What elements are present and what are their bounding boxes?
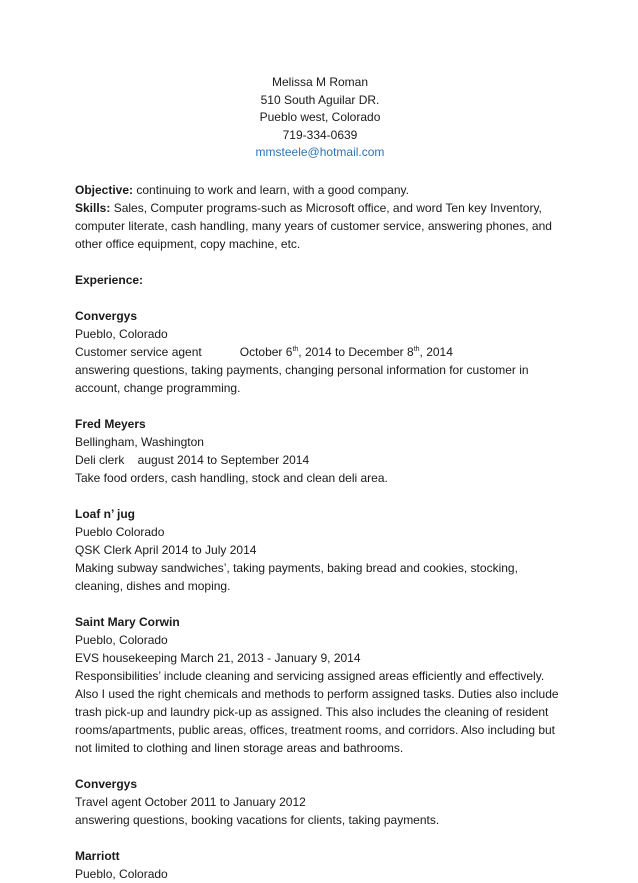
applicant-name: Melissa M Roman <box>271 75 369 89</box>
job-entry <box>75 415 565 487</box>
job-description: Making subway sandwiches’, taking payments, baking bread and cookies, stocking, cleaning, dishes and moping. <box>75 560 518 593</box>
job-description: answering questions, booking vacations for clients, taking payments. <box>75 812 440 827</box>
objective-text: continuing to work and learn, with a good company. <box>133 182 409 197</box>
job-location: Pueblo, Colorado <box>75 866 168 881</box>
job-entry <box>75 613 565 757</box>
end-date: , 2014 to December 8 <box>298 344 414 359</box>
resume-page <box>75 74 565 883</box>
skills-text: Sales, Computer programs-such as Microsoft office, and word Ten key Inventory, computer literate, cash handling, many years of customer service, answering phones, and other office equipment, copy machine, etc. <box>75 200 552 251</box>
skills-label: Skills: <box>75 200 111 215</box>
job-location: Pueblo Colorado <box>75 524 165 539</box>
job-role-dates <box>75 451 565 469</box>
company-name: Convergys <box>75 308 138 323</box>
company-name: Saint Mary Corwin <box>75 614 180 629</box>
email-link[interactable]: mmsteele@hotmail.com <box>255 145 385 159</box>
job-role-dates: EVS housekeeping March 21, 2013 - January 9, 2014 <box>75 650 361 665</box>
job-entry <box>75 775 565 829</box>
contact-header <box>195 74 445 162</box>
job-entry <box>75 847 565 883</box>
job-role-dates: Travel agent October 2011 to January 2012 <box>75 794 306 809</box>
job-location: Pueblo, Colorado <box>75 632 168 647</box>
company-name: Loaf n’ jug <box>75 506 135 521</box>
address-line-1: 510 South Aguilar DR. <box>260 92 380 107</box>
company-name: Fred Meyers <box>75 416 146 431</box>
job-entry <box>75 307 565 397</box>
end-year: , 2014 <box>419 344 453 359</box>
ordinal-suffix: th <box>292 345 299 353</box>
objective-label: Objective: <box>75 182 134 197</box>
job-location: Pueblo, Colorado <box>75 326 168 341</box>
job-title: Deli clerk august 2014 to September 2014 <box>75 452 310 467</box>
job-role-dates <box>75 343 565 361</box>
objective-line <box>75 181 565 199</box>
job-title: Customer service agent <box>75 344 202 359</box>
company-name: Marriott <box>75 848 120 863</box>
job-entry <box>75 505 565 595</box>
job-description: Responsibilities’ include cleaning and servicing assigned areas efficiently and effectively. Also I used the right chemicals and methods to perform assigned tasks. Duties also include trash pick-up and laundry pick-up as assigned. This also includes the cleaning of resident rooms/apartments, public areas, offices, treatment rooms, and corridors. Also including but not limited to clothing and linen storage areas and bathrooms. <box>75 668 559 755</box>
experience-heading: Experience: <box>75 272 144 287</box>
start-date: October 6 <box>239 344 293 359</box>
job-description: answering questions, taking payments, changing personal information for customer in account, change programming. <box>75 362 529 395</box>
job-description: Take food orders, cash handling, stock and clean deli area. <box>75 470 388 485</box>
company-name: Convergys <box>75 776 138 791</box>
ordinal-suffix: th <box>413 345 420 353</box>
job-role-dates: QSK Clerk April 2014 to July 2014 <box>75 542 257 557</box>
job-location: Bellingham, Washington <box>75 434 204 449</box>
address-line-2: Pueblo west, Colorado <box>259 110 381 124</box>
skills-paragraph <box>75 199 565 253</box>
phone-number: 719-334-0639 <box>282 127 358 142</box>
